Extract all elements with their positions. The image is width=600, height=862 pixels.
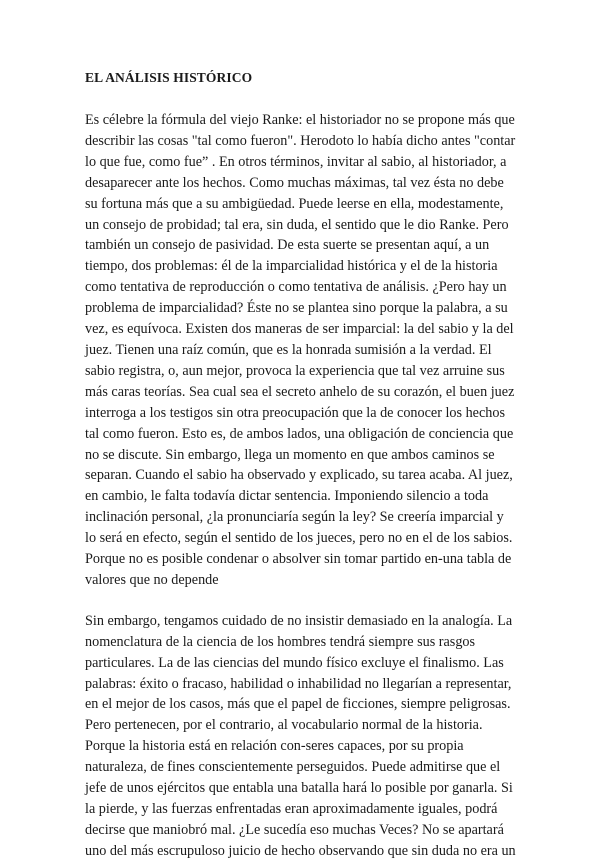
paragraph-2: Sin embargo, tengamos cuidado de no insistir demasiado en la analogía. La nomenclatura de la ciencia de los hombres tendrá siempre sus rasgos particulares. La de las ciencias del mundo físico excluye el finalismo. Las palabras: éxito o fracaso, habilidad o inhabilidad no llegarían a representar, en el mejor de los casos, más que el papel de ficciones, siempre peligrosas. Pero pertenecen, por el contrario, al vocabulario normal de la historia. Porque la historia está en relación con-seres capaces, por su propia naturaleza, de fines conscientemente perseguidos. Puede admitirse que el jefe de unos ejércitos que entabla una batalla hará lo posible por ganarla. Si la pierde, y las fuerzas enfrentadas eran aproximadamente iguales, podrá decirse que maniobró mal. ¿Le sucedía eso muchas Veces? No se apartará uno del más escrupuloso juicio de hecho observando que sin duda no era un (85, 612, 516, 859)
document-body (85, 70, 517, 862)
paragraph-1: Es célebre la fórmula del viejo Ranke: el historiador no se propone más que describir las cosas "tal como fueron". Herodoto lo había dicho antes "contar lo que fue, como fue” . En otros términos, invitar al sabio, al historiador, a desaparecer ante los hechos. Como muchas máximas, tal vez ésta no debe su fortuna más que a su ambigüedad. Puede leerse en ella, modestamente, un consejo de probidad; tal era, sin duda, el sentido que le dio Ranke. Pero también un consejo de pasividad. De esta suerte se presentan aquí, a un tiempo, dos problemas: él de la imparcialidad histórica y el de la historia como tentativa de reproducción o como tentativa de análisis. ¿Pero hay un problema de imparcialidad? Éste no se plantea sino porque la palabra, a su vez, es equívoca. Existen dos maneras de ser imparcial: la del sabio y la del juez. Tienen una raíz común, que es la honrada sumisión a la verdad. El sabio registra, o, aun mejor, provoca la experiencia que tal vez arruine sus más caras teorías. Sea cual sea el secreto anhelo de su corazón, el buen juez interroga a los testigos sin otra preocupación que la de conocer los hechos tal como fueron. Esto es, de ambos lados, una obligación de conciencia que no se discute. Sin embargo, llega un momento en que ambos caminos se separan. Cuando el sabio ha observado y explicado, su tarea acaba. Al juez, en cambio, le falta todavía dictar sentencia. Imponiendo silencio a toda inclinación personal, ¿la pronunciaría según la ley? Se creería imparcial y lo será en efecto, según el sentido de los jueces, pero no en el de los sabios. Porque no es posible condenar o absolver sin tomar partido en-una tabla de valores que no depende (85, 112, 516, 588)
document-title: EL ANÁLISIS HISTÓRICO (85, 70, 253, 85)
